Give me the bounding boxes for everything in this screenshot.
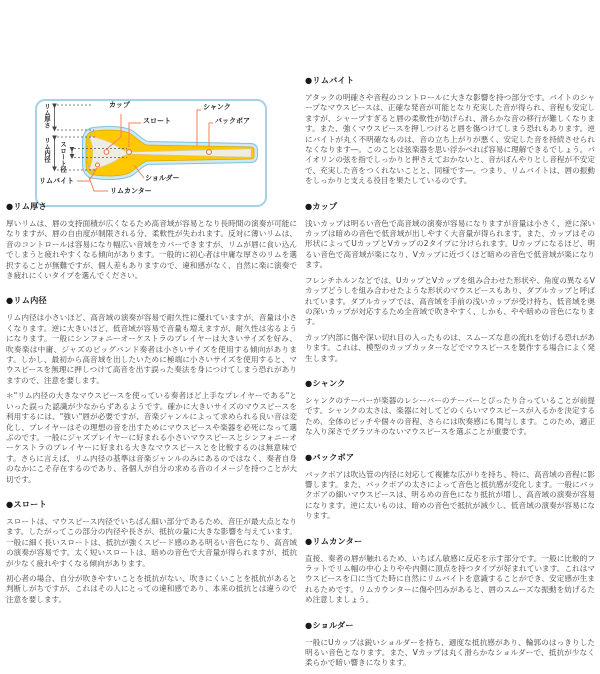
section-paragraph: 浅いカップは明るい音色で高音域の演奏が容易になりますが音量は小さく、逆に深いカップは暗めの音色で低音域が出しやすく大音量が得られます。また、カップはその形状によってUカップとVカップの2タイプに分けられます。Uカップになるほど、明るい音色で高音域が楽になり、Vカップに近づくほど暗めの音色で低音域が楽になります。 — [305, 218, 595, 270]
topic-section — [6, 201, 297, 281]
section-paragraph: 厚いリムは、唇の支持面積が広くなるため高音域が容易となり長時間の演奏が可能になりますが、唇の自由度が制限される分、柔軟性が失われます。反対に薄いリムは、音のコントロールは容易になり幅広い音域をカバーできますが、リムが唇に食い込んでしまうと疲れやすくなる傾向があります。一般的に初心者は中庸な厚さのリムを選択することが無難ですが、個人差もありますので、違和感がなく、自然に楽に演奏でき疲れにくいタイプを選んでください。 — [6, 219, 297, 281]
topic-section — [305, 536, 595, 606]
topic-section — [305, 452, 595, 522]
section-heading: ●シャンク — [305, 377, 346, 388]
topic-section — [305, 620, 595, 669]
right-column — [305, 75, 595, 674]
label-cup: カップ — [109, 101, 130, 109]
section-heading: ●リムバイト — [305, 75, 355, 85]
section-paragraph: カップ内部に傷や深い切れ目の入ったものは、スムーズな息の流れを妨げる恐れがあります。これは、模型のカップカッターなどでマウスピースを製作する場合によく発生します。 — [305, 332, 595, 363]
section-paragraph: 初心者の場合、自分が吹きやすいことを抵抗がない、吹きにくいことを抵抗があると判断しがちですが、これはその人にとっての違和感であり、本来の抵抗とは違うので注意を要します。 — [6, 573, 297, 604]
mouthpiece-diagram-panel — [35, 99, 267, 207]
section-paragraph: バックボアは吹込管の内径に対応して複雑な広がりを持ち、特に、高音域の音程に影響します。また、バックボアの太さによって音色と抵抗感が変化します。一般にバックボアの細いマウスピースは、明るめの音色になり抵抗が増し、高音域の演奏が容易になります。逆に太いものは、暗めの音色で抵抗が減少し、低音域の演奏が容易になります。 — [305, 469, 595, 521]
topic-section — [6, 295, 297, 485]
section-paragraph: 直接、奏者の唇が触れるため、いちばん敏感に反応を示す部分です。一般に比較的フラットでリム幅の中心よりやや内側に頂点を持つタイプが好まれています。これはマウスピースを口に当てた時に自然にリムバイトを意識することができ、安定感が生まれるためです。リムカウンターに傷や凹みがあると、唇のスムーズな振動を妨げるため注意しましょう。 — [305, 553, 595, 605]
left-column — [6, 201, 297, 610]
label-throat: スロート — [143, 117, 171, 125]
label-rim-inner-diameter: リム内径 — [43, 137, 50, 163]
section-paragraph: リム内径は小さいほど、高音域の演奏が容易で耐久性に優れていますが、音量は小さくなります。逆に大きいほど、低音域が容易で音量も増えますが、耐久性は劣るようになります。一般にシンフォニーオーケストラのプレイヤーは大きいサイズを好み、吹奏楽は中庸、ジャズのビッグバンド奏者は小さいサイズを使用する傾向があります。しかし、最初から高音域を出したいために極端に小さいサイズを使用すると、マウスピースを無理に押しつけて高音を出す誤った奏法を身につけてしまう恐れがありますので、注意を要します。 — [6, 313, 297, 385]
label-rim-bite: リムバイト — [39, 177, 74, 185]
label-backbore: バックボア — [215, 117, 250, 125]
label-rim-contour: リムカンター — [110, 187, 152, 195]
section-paragraph: シャンクのテーパーが楽器のレシーバーのテーパーとぴったり合っていることが前提です。シャンクの太さは、楽器に対してどのくらいマウスピースが入るかを決定するため、全体のピッチや個々の音程、さらには吹奏感にも関与します。このため、適正な入り深さでグラツキのないマウスピースを選ぶことが重要です。 — [305, 395, 595, 437]
section-paragraph: ＊"リム内径の大きなマウスピースを使っている奏者ほど上手なプレイヤーである"といった誤った認識が少なからずあるようです。確かに大きいサイズのマウスピースを利用するには、"強い"唇が必要ですが、音楽ジャンルによって求められる良い音は変化し、プレイヤーはその理想の音を出すためにマウスピースや楽器を必死になって選ぶのです。一般にジャズプレイヤーに好まれる小さいマウスピースとシンフォニーオーケストラのプレイヤーに好まれる大きなマウスピースとを比較するのは無意味です。さらに言えば、リム内径の基準は音楽ジャンルのみにあるのではなく、奏者自身のなかにこそ存在するのであり、各個人が自分の求める音のイメージを持つことが大切です。 — [6, 391, 297, 484]
section-paragraph: アタックの明確さや音程のコントロールに大きな影響を持つ部分です。バイトのシャープなマウスピースは、正確な発音が可能となり充実した音が得られ、音程も安定しますが、シャープすぎると唇の柔軟性が妨げられ、滑らかな音の移行が難しくなります。また、強くマウスピースを押しつけると唇を傷つけてしまう恐れもあります。逆にバイトが丸く不明確なものは、音の立ち上がりが悪く、安定した音を持続させられなくなります―。このことは弦楽器を思い浮かべれば容易に理解できるでしょう。バイオリンの弦を指でしっかりと押さえておかないと、音がぼんやりとし音程が不安定で、充実した音をつくれないことと、同様です―。つまり、リムバイトは、唇の振動をしっかりと支える役目を果たしているのです。 — [305, 93, 595, 186]
section-heading: ●カップ — [305, 200, 338, 211]
label-rim-thickness: リム厚さ — [43, 103, 50, 129]
section-paragraph: スロートは、マウスピース内径でいちばん細い部分であるため、音圧が最大点となります。したがってこの部分の内径や長さが、抵抗の量に大きな影響を与えています。一般に細く長いスロートは、抵抗が強くスピード感のある明るい音色になり、高音域の演奏が容易です。太く短いスロートは、暗めの音色で大音量が得られますが、抵抗が少なく疲れやすくなる傾向があります。 — [6, 516, 297, 568]
section-heading: ●スロート — [6, 498, 47, 509]
label-throat-diameter: スロート径 — [59, 141, 66, 173]
label-shank: シャンク — [203, 103, 231, 111]
topic-section — [305, 75, 595, 187]
topic-section — [305, 201, 595, 364]
section-heading: ●ショルダー — [305, 619, 354, 630]
section-paragraph: フレンチホルンなどでは、UカップとVカップを組み合わせた形状や、角度の異なるVカップどうしを組み合わせたような形状のマウスピースもあり、ダブルカップと呼ばれています。ダブルカップでは、高音域を手前の浅いカップが受け持ち、低音域を奥の深いカップが対応するため全音域で吹きやすく、しかも、やや暗めの音色になります。 — [305, 275, 595, 327]
section-heading: ●リム厚さ — [6, 201, 47, 211]
section-heading: ●バックボア — [305, 451, 355, 462]
section-heading: ●リムカンター — [305, 535, 363, 546]
topic-section — [305, 378, 595, 438]
section-paragraph: 一般にUカップは鋭いショルダーを持ち、適度な抵抗感があり、輪郭のはっきりした明るい音色となります。また、Vカップは丸く滑らかなショルダーで、抵抗が少なく柔らかで暗い響きになります。 — [305, 637, 595, 668]
label-shoulder: ショルダー — [145, 174, 180, 182]
topic-section — [6, 499, 297, 605]
section-heading: ●リム内径 — [6, 295, 47, 306]
